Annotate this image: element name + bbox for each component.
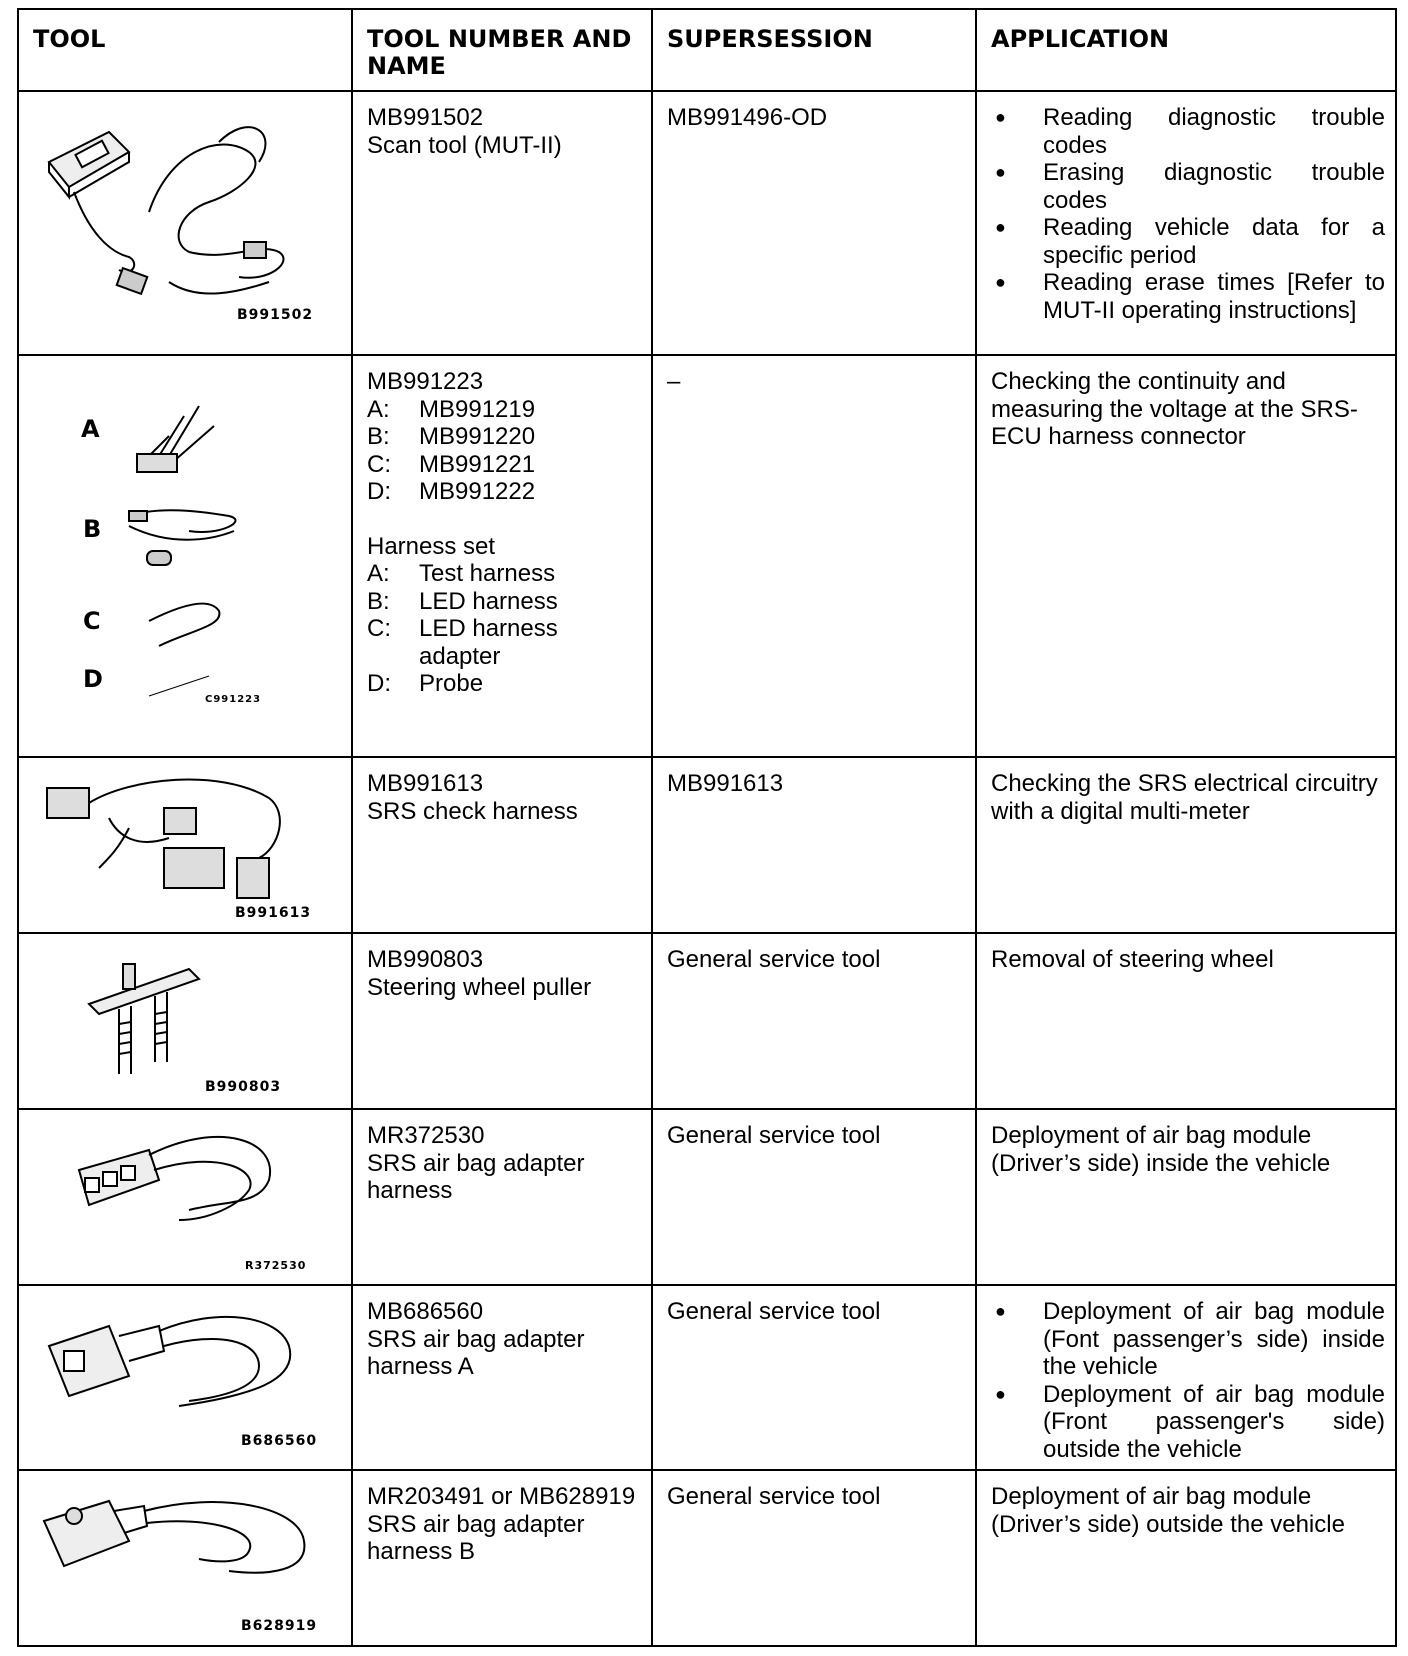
tool-number: MB991502 xyxy=(367,104,484,131)
part-key: D: xyxy=(367,478,391,505)
harness-letter-d: D xyxy=(83,665,103,693)
application-item: ● Deployment of air bag module (Font passenger’s side) inside the vehicle xyxy=(991,1298,1385,1381)
tool-image-label: B991502 xyxy=(237,307,314,323)
application-cell: Removal of steering wheel xyxy=(976,933,1396,1109)
tool-number-name-cell xyxy=(352,1285,652,1470)
set-key: D: xyxy=(367,670,391,697)
application-cell: Deployment of air bag module (Driver’s side) outside the vehicle xyxy=(976,1470,1396,1646)
tool-image-label: C991223 xyxy=(205,694,262,705)
tool-name: SRS check harness xyxy=(367,797,578,825)
part-key: A: xyxy=(367,395,390,423)
supersession-cell: General service tool xyxy=(652,1470,976,1646)
tool-image-cell xyxy=(18,91,352,355)
header-supersession: SUPERSESSION xyxy=(652,9,976,91)
set-value: LED harness xyxy=(419,587,558,615)
tool-number-name-cell xyxy=(352,355,652,757)
tool-image-cell xyxy=(18,1109,352,1285)
supersession-cell: – xyxy=(652,355,976,757)
parts-list xyxy=(367,396,641,506)
supersession-cell: General service tool xyxy=(652,1285,976,1470)
part-key: B: xyxy=(367,423,390,450)
harness-letter-a: A xyxy=(81,415,100,443)
tools-table xyxy=(17,8,1397,1647)
steering-wheel-puller-illustration xyxy=(19,934,349,1106)
part-key: C: xyxy=(367,450,391,478)
table-row xyxy=(18,1109,1396,1285)
harness-letter-b: B xyxy=(83,515,102,543)
set-value: Probe xyxy=(419,670,484,697)
header-number-name: TOOL NUMBER AND NAME xyxy=(352,9,652,91)
table-row xyxy=(18,91,1396,355)
application-item: ● Reading erase times [Refer to MUT-II operating instructions] xyxy=(991,269,1385,324)
tool-name: SRS air bag adapter harness B xyxy=(367,1510,585,1565)
tool-name: SRS air bag adapter harness xyxy=(367,1149,585,1204)
harness-set-title: Harness set xyxy=(367,532,496,560)
tool-image-cell xyxy=(18,1470,352,1646)
tool-number-name-cell xyxy=(352,1470,652,1646)
tool-image-label: B628919 xyxy=(241,1618,318,1634)
application-cell: Checking the SRS electrical circuitry with a digital multi-meter xyxy=(976,757,1396,933)
tool-name: Steering wheel puller xyxy=(367,973,592,1001)
part-value: MB991220 xyxy=(419,423,536,450)
tool-number-name-cell xyxy=(352,91,652,355)
tool-image-cell xyxy=(18,933,352,1109)
supersession-cell: General service tool xyxy=(652,1109,976,1285)
table-row xyxy=(18,933,1396,1109)
supersession-cell: MB991613 xyxy=(652,757,976,933)
harness-set-list xyxy=(367,560,641,698)
supersession-cell: MB991496-OD xyxy=(652,91,976,355)
tool-image-label: B990803 xyxy=(205,1079,282,1095)
part-value: MB991222 xyxy=(419,478,536,505)
tool-number-name-cell xyxy=(352,1109,652,1285)
tool-name: Scan tool (MUT-II) xyxy=(367,131,562,159)
set-value: Test harness xyxy=(419,560,556,587)
header-row xyxy=(18,9,1396,91)
tool-number: MR203491 or MB628919 xyxy=(367,1483,636,1510)
tool-image-cell xyxy=(18,355,352,757)
set-key: C: xyxy=(367,615,391,642)
application-cell: Deployment of air bag module (Driver’s side) inside the vehicle xyxy=(976,1109,1396,1285)
tool-image-label: B686560 xyxy=(241,1433,318,1449)
tool-image-label: R372530 xyxy=(245,1259,307,1272)
table-row xyxy=(18,757,1396,933)
harness-set-illustration xyxy=(19,356,349,754)
tool-number: MB990803 xyxy=(367,946,484,973)
set-value: LED harness adapter xyxy=(419,615,558,670)
application-cell: Checking the continuity and measuring the voltage at the SRS-ECU harness connector xyxy=(976,355,1396,757)
application-item: ● Erasing diagnostic trouble codes xyxy=(991,159,1385,214)
table-row xyxy=(18,1285,1396,1470)
table-row xyxy=(18,355,1396,757)
application-item: ● Deployment of air bag module (Front passenger's side) outside the vehicle xyxy=(991,1381,1385,1464)
tool-number-name-cell xyxy=(352,933,652,1109)
header-tool: TOOL xyxy=(18,9,352,91)
table-row xyxy=(18,1470,1396,1646)
tool-number: MR372530 xyxy=(367,1122,485,1149)
header-application: APPLICATION xyxy=(976,9,1396,91)
part-value: MB991221 xyxy=(419,450,536,478)
set-key: A: xyxy=(367,560,390,587)
tool-number: MB686560 xyxy=(367,1298,484,1325)
tool-number: MB991223 xyxy=(367,368,484,395)
application-item: ● Reading diagnostic trouble codes xyxy=(991,104,1385,159)
tool-image-cell xyxy=(18,1285,352,1470)
application-cell xyxy=(976,91,1396,355)
supersession-cell: General service tool xyxy=(652,933,976,1109)
set-key: B: xyxy=(367,587,390,615)
tool-number-name-cell xyxy=(352,757,652,933)
application-cell xyxy=(976,1285,1396,1470)
tool-name: SRS air bag adapter harness A xyxy=(367,1325,585,1380)
application-item: ● Reading vehicle data for a specific period xyxy=(991,214,1385,269)
harness-letter-c: C xyxy=(83,607,101,635)
tool-number: MB991613 xyxy=(367,770,484,797)
tool-image-label: B991613 xyxy=(235,905,312,921)
part-value: MB991219 xyxy=(419,395,536,423)
tool-image-cell xyxy=(18,757,352,933)
